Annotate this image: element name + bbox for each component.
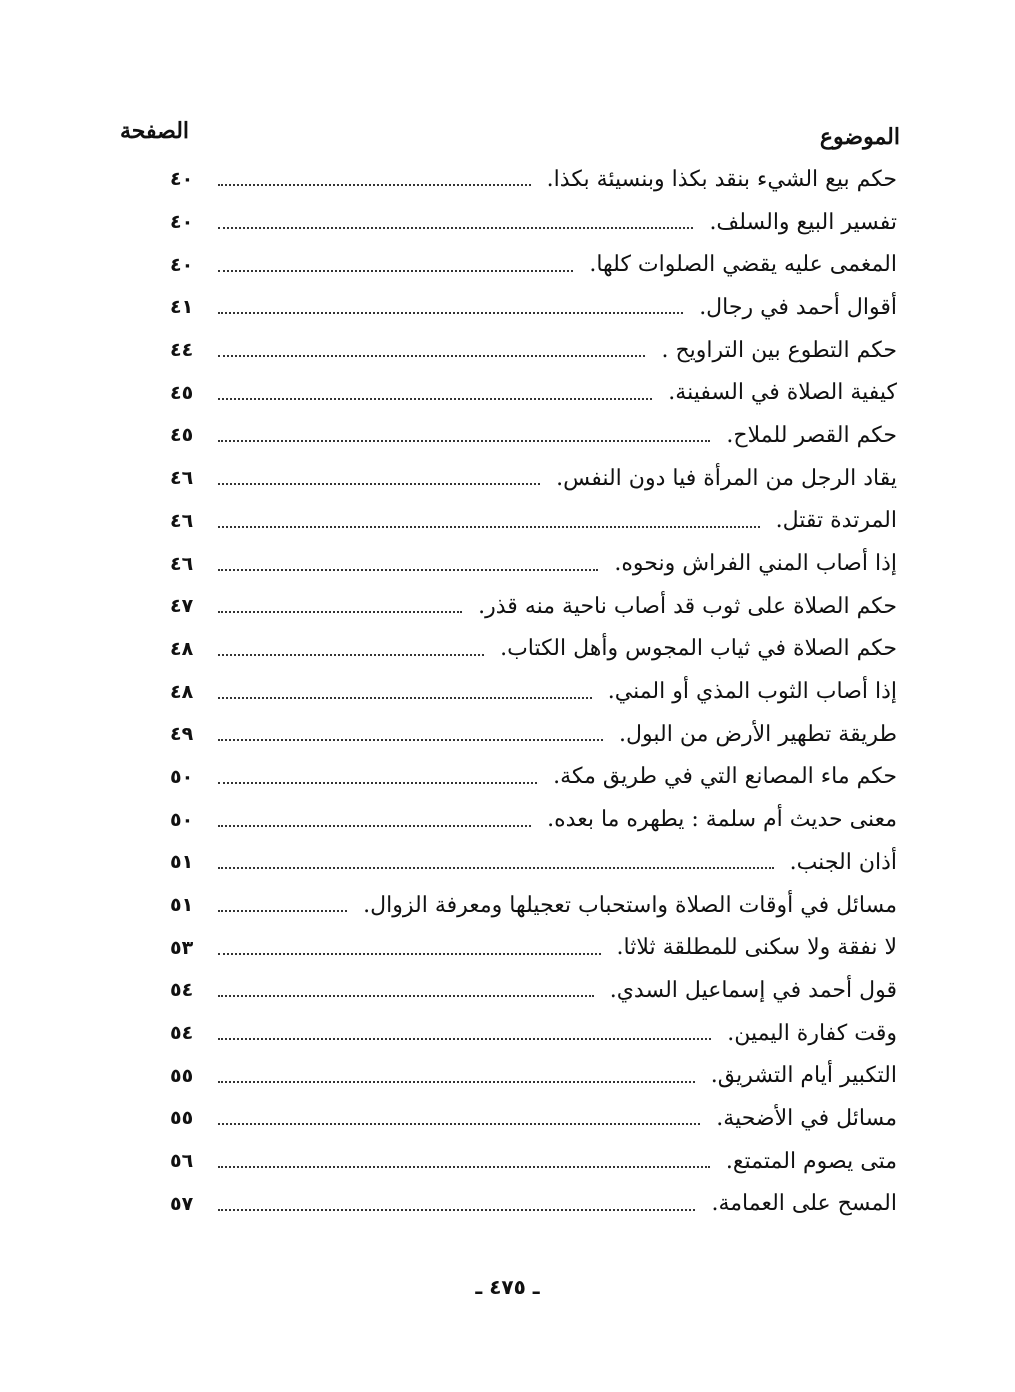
toc-entry — [170, 457, 897, 500]
toc-entry — [170, 585, 897, 628]
dot-leader — [218, 270, 573, 272]
toc-entry-title: كيفية الصلاة في السفينة. — [668, 380, 897, 406]
page-column-label: الصفحة — [120, 118, 190, 144]
toc-entry — [170, 1054, 897, 1097]
toc-entry-page: ٤١ — [170, 296, 194, 319]
toc-entry-page: ٥٤ — [170, 979, 194, 1002]
dot-leader — [218, 739, 603, 741]
toc-entry-title: مسائل في أوقات الصلاة واستحباب تعجيلها ومعرفة الزوال. — [363, 892, 897, 918]
toc-entry-page: ٤٠ — [170, 168, 194, 191]
toc-entry-page: ٥٥ — [170, 1107, 194, 1130]
toc-entry-page: ٥١ — [170, 851, 194, 874]
toc-entry — [170, 1183, 897, 1226]
toc-entry-page: ٥٣ — [170, 936, 194, 959]
toc-entry — [170, 500, 897, 543]
toc-entry-page: ٤٤ — [170, 339, 194, 362]
page-number-footer: ـ ٤٧٥ ـ — [475, 1275, 540, 1299]
dot-leader — [218, 1166, 710, 1168]
toc-entry-title: حكم الصلاة على ثوب قد أصاب ناحية منه قذر. — [478, 593, 897, 619]
toc-entry-page: ٤٧ — [170, 595, 194, 618]
toc-entry — [170, 286, 897, 329]
toc-entry — [170, 798, 897, 841]
toc-entry — [170, 1140, 897, 1183]
dot-leader — [218, 483, 540, 485]
dot-leader — [218, 611, 462, 613]
dot-leader — [218, 654, 484, 656]
toc-entry-page: ٥٠ — [170, 808, 194, 831]
topic-column-label: الموضوع — [819, 124, 900, 150]
dot-leader — [218, 440, 710, 442]
toc-entry — [170, 969, 897, 1012]
dot-leader — [218, 1209, 695, 1211]
toc-entry-page: ٥٦ — [170, 1150, 194, 1173]
toc-entry-page: ٤٠ — [170, 211, 194, 234]
toc-entry-title: إذا أصاب المني الفراش ونحوه. — [614, 551, 897, 577]
toc-entry-title: حكم القصر للملاح. — [726, 422, 897, 448]
toc-entry-title: حكم الصلاة في ثياب المجوس وأهل الكتاب. — [500, 636, 897, 662]
dot-leader — [218, 697, 592, 699]
toc-entry-title: طريقة تطهير الأرض من البول. — [619, 721, 897, 747]
toc-entry-page: ٥٧ — [170, 1192, 194, 1215]
toc-entry-title: التكبير أيام التشريق. — [710, 1063, 897, 1089]
toc-entry-page: ٤٦ — [170, 552, 194, 575]
toc-entry-title: لا نفقة ولا سكنى للمطلقة ثلاثا. — [616, 935, 897, 961]
toc-entry — [170, 926, 897, 969]
dot-leader — [218, 1123, 700, 1125]
toc-entry-title: قول أحمد في إسماعيل السدي. — [609, 977, 897, 1003]
toc-entry — [170, 1097, 897, 1140]
toc-entry-page: ٤٩ — [170, 723, 194, 746]
toc-entry-page: ٥١ — [170, 894, 194, 917]
toc-entry-page: ٤٠ — [170, 253, 194, 276]
toc-entry-title: مسائل في الأضحية. — [716, 1105, 897, 1131]
toc-entry-title: أذان الجنب. — [789, 849, 897, 875]
toc-entry-page: ٤٦ — [170, 509, 194, 532]
toc-entry-title: المغمى عليه يقضي الصلوات كلها. — [589, 252, 897, 278]
toc-entry — [170, 713, 897, 756]
toc-entry-page: ٤٨ — [170, 680, 194, 703]
toc-entry-title: معنى حديث أم سلمة : يطهره ما بعده. — [547, 807, 897, 833]
dot-leader — [218, 825, 531, 827]
toc-entry — [170, 542, 897, 585]
toc-entry — [170, 884, 897, 927]
toc-entry-title: حكم التطوع بين التراويح . — [661, 337, 897, 363]
dot-leader — [218, 953, 601, 955]
dot-leader — [218, 398, 652, 400]
toc-header — [120, 110, 900, 150]
dot-leader — [218, 1081, 695, 1083]
toc-entry — [170, 841, 897, 884]
toc-entry — [170, 329, 897, 372]
toc-entry-title: يقاد الرجل من المرأة فيا دون النفس. — [556, 465, 897, 491]
dot-leader — [218, 355, 645, 357]
toc-entry-title: وقت كفارة اليمين. — [727, 1020, 897, 1046]
toc-entry-title: المرتدة تقتل. — [775, 508, 897, 534]
toc-entry-title: حكم ماء المصانع التي في طريق مكة. — [553, 764, 897, 790]
toc-entry-page: ٤٥ — [170, 424, 194, 447]
toc-entry — [170, 201, 897, 244]
toc-entry — [170, 756, 897, 799]
toc-entry-title: أقوال أحمد في رجال. — [699, 294, 897, 320]
toc-entry — [170, 371, 897, 414]
dot-leader — [218, 782, 537, 784]
toc-entry-page: ٥٥ — [170, 1064, 194, 1087]
toc-entry — [170, 414, 897, 457]
dot-leader — [218, 569, 598, 571]
toc-entry-page: ٤٦ — [170, 467, 194, 490]
dot-leader — [218, 227, 693, 229]
toc-entry-title: المسح على العمامة. — [711, 1191, 897, 1217]
toc-entry-title: تفسير البيع والسلف. — [709, 209, 897, 235]
dot-leader — [218, 312, 683, 314]
toc-entry-page: ٤٥ — [170, 381, 194, 404]
dot-leader — [218, 526, 760, 528]
toc-entry-page: ٤٨ — [170, 637, 194, 660]
toc-entry — [170, 1012, 897, 1055]
dot-leader — [218, 184, 531, 186]
dot-leader — [218, 910, 347, 912]
toc-entry-title: إذا أصاب الثوب المذي أو المني. — [607, 679, 897, 705]
toc-entry-title: حكم بيع الشيء بنقد بكذا وبنسيئة بكذا. — [546, 166, 897, 192]
toc-entry-page: ٥٤ — [170, 1022, 194, 1045]
dot-leader — [218, 867, 774, 869]
dot-leader — [218, 995, 594, 997]
toc-entry-page: ٥٠ — [170, 765, 194, 788]
toc-entry — [170, 158, 897, 201]
dot-leader — [218, 1038, 711, 1040]
toc-entry — [170, 670, 897, 713]
table-of-contents — [170, 158, 897, 1225]
toc-entry — [170, 628, 897, 671]
toc-entry-title: متى يصوم المتمتع. — [725, 1148, 897, 1174]
toc-entry — [170, 243, 897, 286]
